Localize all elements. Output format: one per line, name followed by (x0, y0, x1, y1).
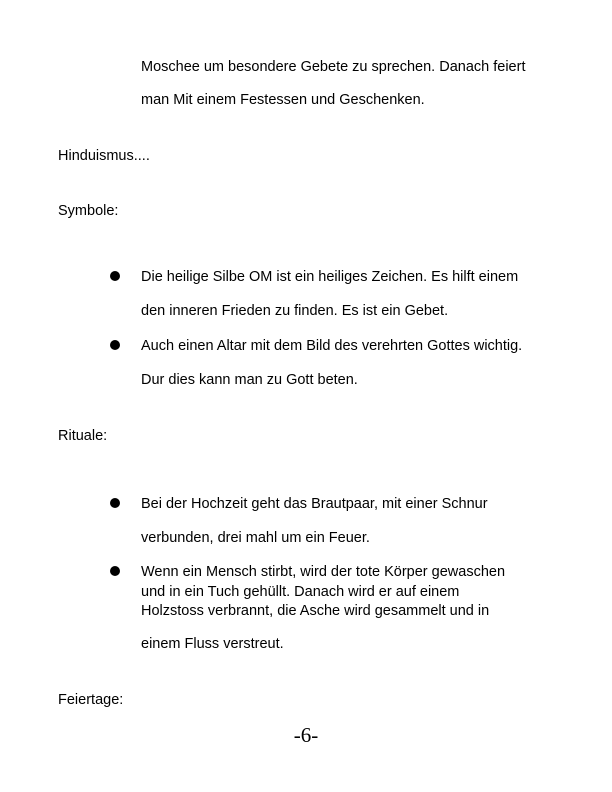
rituale-item-line: Wenn ein Mensch stirbt, wird der tote Körper gewaschen (141, 564, 506, 580)
rituale-item-line: und in ein Tuch gehüllt. Danach wird er auf einem (141, 584, 460, 600)
page-number: -6- (293, 723, 319, 747)
symbole-item-line: Auch einen Altar mit dem Bild des verehrten Gottes wichtig. (141, 338, 523, 354)
intro-line: man Mit einem Festessen und Geschenken. (141, 92, 425, 108)
rituale-item-line: verbunden, drei mahl um ein Feuer. (141, 530, 370, 546)
symbole-item-line: den inneren Frieden zu finden. Es ist ein Gebet. (141, 303, 449, 319)
section-heading-symbole: Symbole: (58, 203, 119, 219)
rituale-item-line: einem Fluss verstreut. (141, 636, 284, 652)
rituale-item-line: Holzstoss verbrannt, die Asche wird gesammelt und in (141, 603, 490, 619)
bullet-icon (110, 340, 120, 350)
section-heading-hinduismus: Hinduismus.... (58, 148, 150, 164)
symbole-item-line: Die heilige Silbe OM ist ein heiliges Zeichen. Es hilft einem (141, 269, 519, 285)
bullet-icon (110, 566, 120, 576)
section-heading-rituale: Rituale: (58, 428, 108, 444)
bullet-icon (110, 271, 120, 281)
bullet-icon (110, 498, 120, 508)
section-heading-feiertage: Feiertage: (58, 692, 124, 708)
intro-line: Moschee um besondere Gebete zu sprechen. Danach feiert (141, 59, 526, 75)
rituale-item-line: Bei der Hochzeit geht das Brautpaar, mit einer Schnur (141, 496, 488, 512)
symbole-item-line: Dur dies kann man zu Gott beten. (141, 372, 358, 388)
